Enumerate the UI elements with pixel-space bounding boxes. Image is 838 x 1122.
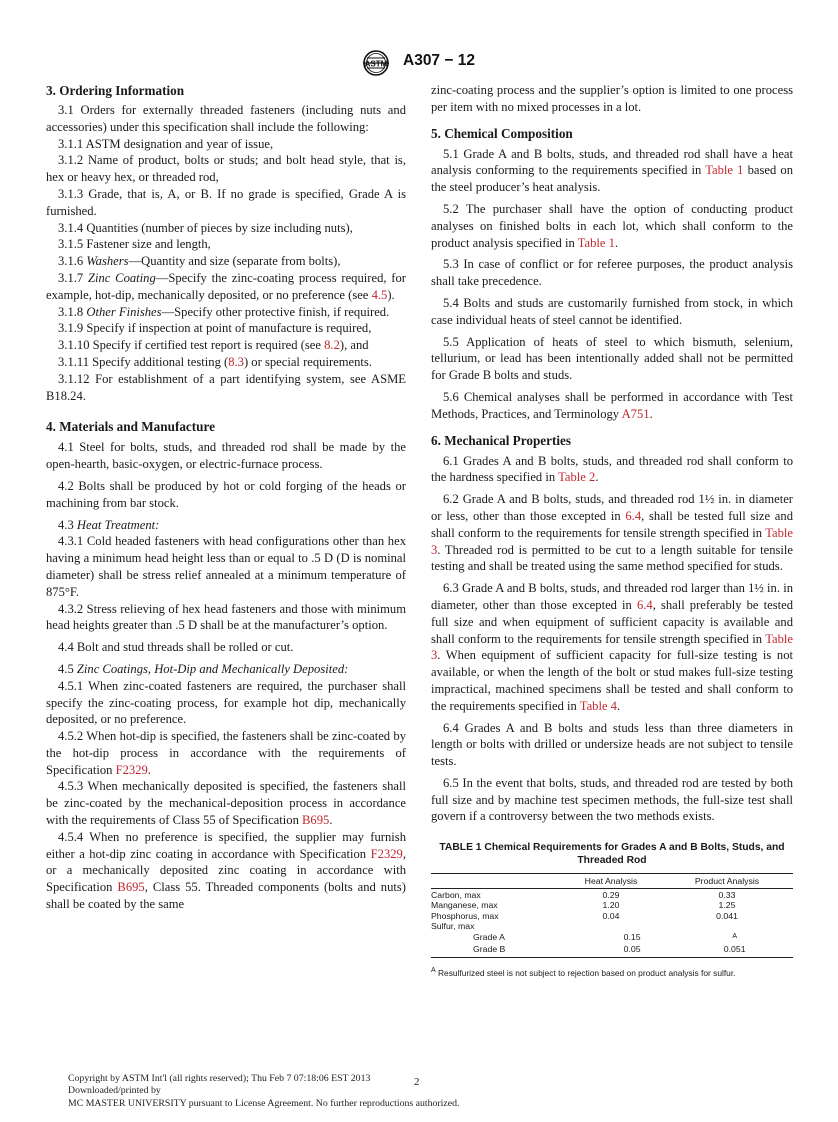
ref-table-3-link[interactable]: Table 3 — [431, 631, 793, 663]
ref-b695-link[interactable]: B695 — [302, 813, 330, 828]
para-4-1: 4.1 Steel for bolts, studs, and threaded rod shall be made by the open-hearth, basic-oxygen, or electric-furnace process. — [46, 440, 406, 472]
section-4-heading: 4. Materials and Manufacture — [46, 419, 215, 435]
para-5-6: 5.6 Chemical analyses shall be performed in accordance with Test Methods, Practices, and Terminology A751. — [431, 389, 793, 421]
page-header — [0, 50, 838, 80]
ref-8-3-link[interactable]: 8.3 — [228, 354, 244, 369]
left-column — [46, 82, 406, 913]
para-6-4: 6.4 Grades A and B bolts and studs less than three diameters in length or bolts with drilled or undersize heads are not subject to tensile tests. — [431, 720, 793, 769]
table-row: Grade A 0.15 $^A$ — [473, 931, 737, 942]
astm-logo-icon — [356, 50, 396, 76]
ref-b695-link[interactable]: B695 — [117, 880, 145, 895]
para-4-5-1: 4.5.1 When zinc-coated fasteners are required, the purchaser shall specify the zinc-coating process, for example hot dip, mechanically deposited, or no preference. — [46, 678, 406, 727]
para-5-3: 5.3 In case of conflict or for referee purposes, the product analysis shall take precedence. — [431, 257, 793, 289]
ref-6-4-link[interactable]: 6.4 — [636, 597, 653, 612]
para-3-1-9: 3.1.9 Specify if inspection at point of manufacture is required, — [58, 321, 372, 336]
table-row: Grade B 0.05 0.051 — [473, 944, 746, 955]
para-3-1-3: 3.1.3 Grade, that is, A, or B. If no grade is specified, Grade A is furnished. — [46, 186, 406, 218]
page-number: 2 — [414, 1076, 420, 1088]
table-row: Sulfur, max — [431, 921, 475, 932]
table-1-grid — [431, 873, 793, 957]
para-3-1-1: 3.1.1 ASTM designation and year of issue, — [58, 136, 274, 151]
section-5-heading: 5. Chemical Composition — [431, 125, 573, 141]
standard-designation: A307 − 12 — [403, 52, 475, 69]
para-4-4: 4.4 Bolt and stud threads shall be rolled or cut. — [58, 640, 294, 655]
table-1-footnote: $^A$ Resulfurized steel is not subject to rejection based on product analysis for sulfur. — [431, 966, 736, 978]
para-3-1-7: 3.1.7 Zinc Coating—Specify the zinc-coating process required, for example, hot-dip, mechanically deposited, or no preference (see 4.5). — [46, 270, 406, 302]
ref-f2329-link[interactable]: F2329 — [370, 846, 403, 861]
table-row: Phosphorus, max 0.04 0.041 — [431, 910, 738, 921]
ref-6-4-link[interactable]: 6.4 — [625, 508, 642, 523]
para-4-5-4: 4.5.4 When no preference is specified, the supplier may furnish either a hot-dip zinc coating in accordance with Specification F2329, or a mechanically deposited zinc coating in accordance with Specification B695, Class 55. Threaded components (bolts and nuts) shall be coated by the same — [46, 829, 406, 912]
para-3-1-11: 3.1.11 Specify additional testing (8.3) or special requirements. — [58, 354, 372, 369]
para-4-3-2: 4.3.2 Stress relieving of hex head fasteners and those with minimum head heights greater than .5 D shall be at the manufacturer’s option. — [46, 601, 406, 633]
right-column — [431, 82, 793, 981]
table-row: Manganese, max 1.20 1.25 — [431, 900, 736, 911]
svg-text:ASTM: ASTM — [364, 59, 388, 69]
para-6-5: 6.5 In the event that bolts, studs, and threaded rod are tested by both full size and by machine test specimen methods, the full-size test shall govern if a controversy between the two methods exists. — [431, 775, 793, 824]
section-6-heading: 6. Mechanical Properties — [431, 432, 572, 448]
para-4-3: 4.3 Heat Treatment: — [58, 517, 160, 532]
table-1-caption: TABLE 1 Chemical Requirements for Grades A and B Bolts, Studs, and Threaded Rod — [439, 842, 785, 867]
para-3-1-12: 3.1.12 For establishment of a part identifying system, see ASME B18.24. — [46, 371, 406, 403]
para-6-2: 6.2 Grade A and B bolts, studs, and threaded rod 1½ in. in diameter or less, other than those excepted in 6.4, shall be tested full size and shall conform to the requirements for tensile strength specified in Table 3. Threaded rod is permitted to be cut to a length suitable for tensile testing and shall be treated using the same method specified for studs. — [431, 492, 793, 574]
para-6-3: 6.3 Grade A and B bolts, studs, and threaded rod larger than 1½ in. in diameter, other than those excepted in 6.4, shall preferably be tested full size and when equipment of sufficient capacity is available and shall conform to the requirements for tensile strength specified in Table 3. When equipment of sufficient capacity for full-size testing is not available, or when the length of the bolt or stud makes full-size testing impractical, machined specimens shall be tested and shall conform to the requirements specified in Table 4. — [431, 581, 793, 713]
para-3-1-8: 3.1.8 Other Finishes—Specify other protective finish, if required. — [58, 304, 390, 319]
para-3-1-6: 3.1.6 Washers—Quantity and size (separate from bolts), — [58, 254, 341, 269]
para-6-1: 6.1 Grades A and B bolts, studs, and threaded rod shall conform to the hardness specified in Table 2. — [431, 453, 793, 485]
table-header-row — [431, 874, 793, 889]
para-4-5: 4.5 Zinc Coatings, Hot-Dip and Mechanically Deposited: — [58, 661, 349, 676]
para-5-5: 5.5 Application of heats of steel to which bismuth, selenium, tellurium, or lead has been intentionally added shall not be permitted for Grade B bolts and studs. — [431, 334, 793, 383]
para-3-1-10: 3.1.10 Specify if certified test report is required (see 8.2), and — [58, 338, 369, 353]
ref-table-1-link[interactable]: Table 1 — [577, 235, 615, 250]
ref-table-4-link[interactable]: Table 4 — [579, 698, 617, 713]
para-4-5-3: 4.5.3 When mechanically deposited is specified, the fasteners shall be zinc-coated by the mechanical-deposition process in accordance with the requirements of Class 55 of Specification B695. — [46, 779, 406, 828]
ref-table-2-link[interactable]: Table 2 — [558, 470, 596, 485]
table-1 — [431, 841, 793, 981]
para-3-1-4: 3.1.4 Quantities (number of pieces by size including nuts), — [58, 220, 353, 235]
section-3-heading: 3. Ordering Information — [46, 83, 185, 98]
ref-8-2-link[interactable]: 8.2 — [324, 338, 340, 353]
para-3-1-2: 3.1.2 Name of product, bolts or studs; and bolt head style, that is, hex or heavy hex, or threaded rod, — [46, 153, 406, 185]
para-3-1-5: 3.1.5 Fastener size and length, — [58, 237, 211, 252]
para-3-1: 3.1 Orders for externally threaded fasteners (including nuts and accessories) under this specification shall include the following: — [46, 103, 406, 134]
para-5-2: 5.2 The purchaser shall have the option of conducting product analyses on finished bolts in each lot, which shall conform to the product analysis specified in Table 1. — [431, 201, 793, 250]
para-5-1: 5.1 Grade A and B bolts, studs, and threaded rod shall have a heat analysis conforming to the requirements specified in Table 1 based on the steel producer’s heat analysis. — [431, 146, 793, 195]
table-row: Carbon, max 0.29 0.33 — [431, 889, 736, 900]
para-4-5-4-continued: zinc-coating process and the supplier’s option is limited to one process per item with no mixed processes in a lot. — [431, 83, 793, 114]
column-header-product: Product Analysis — [694, 876, 760, 887]
para-4-3-1: 4.3.1 Cold headed fasteners with head configurations other than hex having a minimum head height less than or equal to .5 D (D is nominal diameter) shall be stress relief annealed at a minimum temperature of 875°F. — [46, 534, 406, 599]
ref-table-1-link[interactable]: Table 1 — [705, 163, 744, 178]
ref-f2329-link[interactable]: F2329 — [115, 762, 148, 777]
ref-4-5-link[interactable]: 4.5 — [371, 287, 388, 302]
column-header-heat: Heat Analysis — [584, 876, 638, 887]
ref-table-3-link[interactable]: Table 3 — [431, 525, 793, 557]
para-5-4: 5.4 Bolts and studs are customarily furnished from stock, in which case individual heats of steel cannot be identified. — [431, 295, 793, 327]
para-4-2: 4.2 Bolts shall be produced by hot or cold forging of the heads or machining from bar stock. — [46, 478, 406, 510]
para-4-5-2: 4.5.2 When hot-dip is specified, the fasteners shall be zinc-coated by the hot-dip process in accordance with the requirements of Specification F2329. — [46, 729, 406, 777]
ref-a751-link[interactable]: A751 — [621, 406, 650, 421]
copyright-notice: Copyright by ASTM Int'l (all rights reserved); Thu Feb 7 07:18:06 EST 2013 Downloaded/printed by MC MASTER UNIVERSITY pursuant to License Agreement. No further reproductions authorized. — [68, 1073, 460, 1109]
